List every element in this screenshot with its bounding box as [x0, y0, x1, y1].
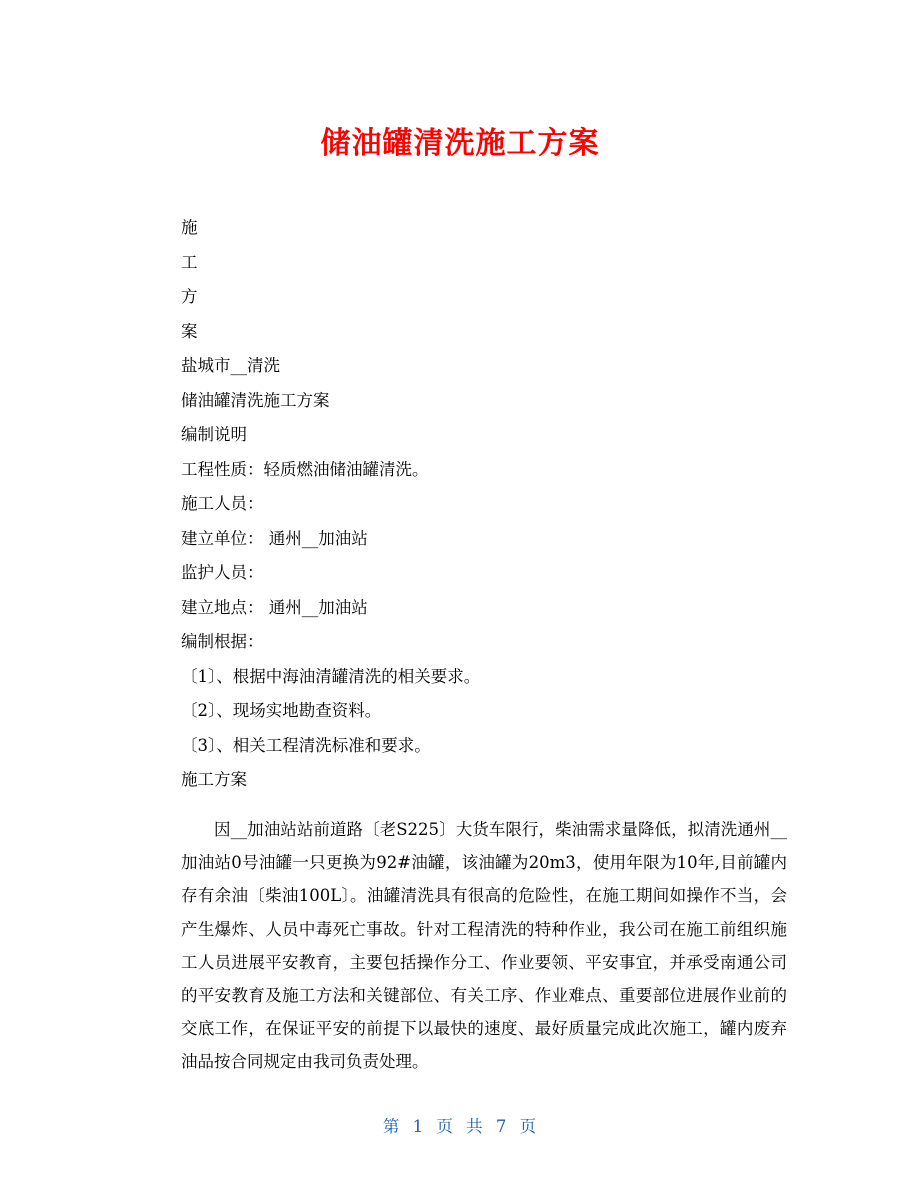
- text-line: 工程性质：轻质燃油储油罐清洗。: [181, 459, 429, 479]
- text-line: 监护人员：: [181, 563, 264, 582]
- text-line: 盐城市__清洗: [181, 356, 280, 375]
- list-item: 〔2〕、现场实地勘查资料。: [181, 701, 382, 720]
- text-line: 建立单位： 通州__加油站: [181, 528, 368, 548]
- text-line: 建立地点： 通州__加油站: [181, 597, 368, 617]
- body-paragraph: 因__加油站站前道路〔老S225〕大货车限行，柴油需求量降低，拟清洗通州__加油站0号油罐一只更换为92#油罐，该油罐为20m3，使用年限为10年,目前罐内存有余油〔柴油100L〕。油罐清洗具有很高的危险性，在施工期间如操作不当，会产生爆炸、人员中毒死亡事故。针对工程清洗的特种作业，我公司在施工前组织施工人员进展平安教育，主要包括操作分工、作业要领、平安事宜，并承受南通公司的平安教育及施工方法和关键部位、有关工序、作业难点、重要部位进展作业前的交底工作，在保证平安的前提下以最快的速度、最好质量完成此次施工，罐内废弃油品按合同规定由我司负责处理。: [181, 820, 787, 1072]
- list-item: 〔1〕、根据中海油清罐清洗的相关要求。: [181, 666, 481, 686]
- section-heading: 施工方案: [181, 770, 247, 789]
- text-line: 案: [181, 321, 198, 341]
- text-line: 施: [181, 218, 198, 237]
- text-line: 方: [181, 287, 198, 306]
- document-title: 储油罐清洗施工方案: [320, 126, 600, 161]
- text-line: 工: [181, 252, 198, 272]
- list-item: 〔3〕、相关工程清洗标准和要求。: [181, 735, 431, 755]
- text-line: 施工人员：: [181, 494, 264, 513]
- text-line: 储油罐清洗施工方案: [181, 390, 330, 410]
- document-lines: [181, 216, 791, 803]
- section-heading: 编制说明: [181, 425, 247, 444]
- text-line: 编制根据：: [181, 632, 264, 651]
- page-footer: 第 1 页 共 7 页: [382, 1117, 538, 1136]
